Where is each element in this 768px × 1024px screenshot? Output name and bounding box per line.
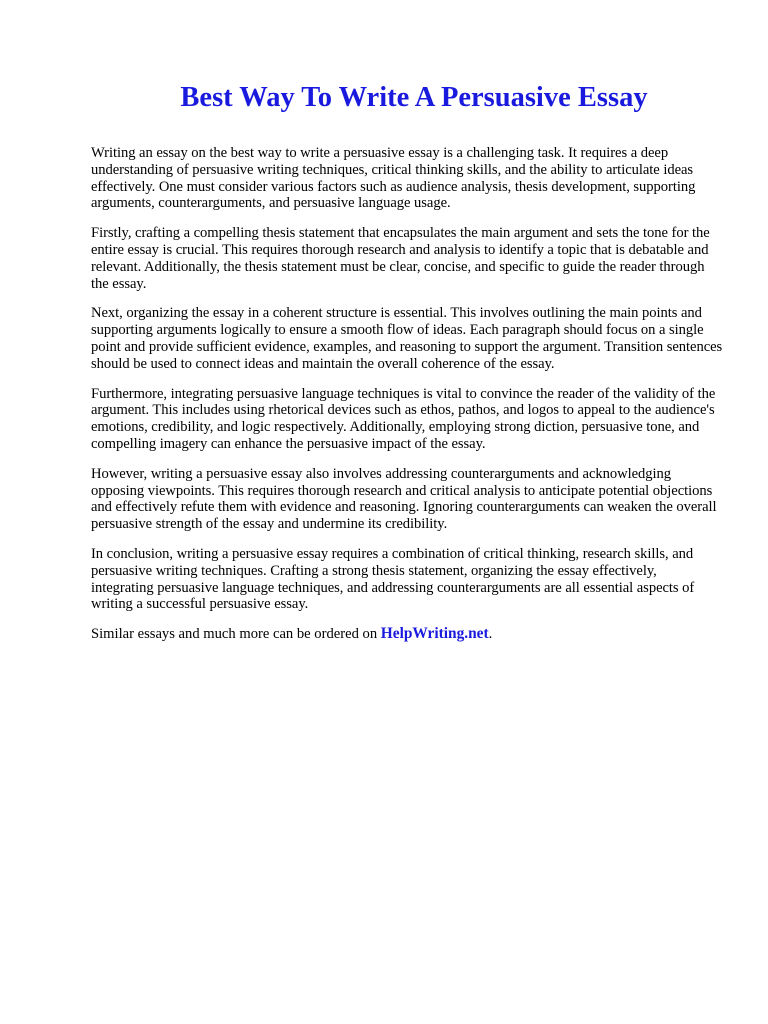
helpwriting-link[interactable]: HelpWriting.net <box>380 625 489 643</box>
footer-suffix: . <box>488 626 493 643</box>
paragraph-structure: Next, organizing the essay in a coherent structure is essential. This involves outlining the main points and supporting arguments logically to ensure a smooth flow of ideas. Each paragraph should focus on a single point and provide sufficient evidence, examples, and reasoning to support the argument. Transition sentences should be used to connect ideas and maintain the overall coherence of the essay. <box>91 305 723 372</box>
paragraph-intro: Writing an essay on the best way to write a persuasive essay is a challenging task. It requires a deep understanding of persuasive writing techniques, critical thinking skills, and the ability to articulate ideas effectively. One must consider various factors such as audience analysis, thesis development, supporting arguments, counterarguments, and persuasive language usage. <box>91 145 696 212</box>
paragraph-thesis: Firstly, crafting a compelling thesis statement that encapsulates the main argument and sets the tone for the entire essay is crucial. This requires thorough research and analysis to identify a topic that is debatable and relevant. Additionally, the thesis statement must be clear, concise, and specific to guide the reader through the essay. <box>91 225 710 292</box>
paragraph-counterarguments: However, writing a persuasive essay also involves addressing counterarguments and acknowledging opposing viewpoints. This requires thorough research and critical analysis to anticipate potential objections and effectively refute them with evidence and reasoning. Ignoring counterarguments can weaken the overall persuasive strength of the essay and undermine its credibility. <box>91 465 717 533</box>
document-title: Best Way To Write A Persuasive Essay <box>180 82 648 113</box>
paragraph-language: Furthermore, integrating persuasive language techniques is vital to convince the reader of the validity of the argument. This includes using rhetorical devices such as ethos, pathos, and logos to appeal to the audience's emotions, credibility, and logic respectively. Additionally, employing strong diction, persuasive tone, and compelling imagery can enhance the persuasive impact of the essay. <box>91 385 716 452</box>
footer-prefix: Similar essays and much more can be ordered on <box>91 626 381 643</box>
paragraph-conclusion: In conclusion, writing a persuasive essay requires a combination of critical thinking, research skills, and persuasive writing techniques. Crafting a strong thesis statement, organizing the essay effectively, integrating persuasive language techniques, and addressing counterarguments are all essential aspects of writing a successful persuasive essay. <box>91 545 695 613</box>
document-body <box>91 145 723 643</box>
footer-line <box>91 626 723 643</box>
